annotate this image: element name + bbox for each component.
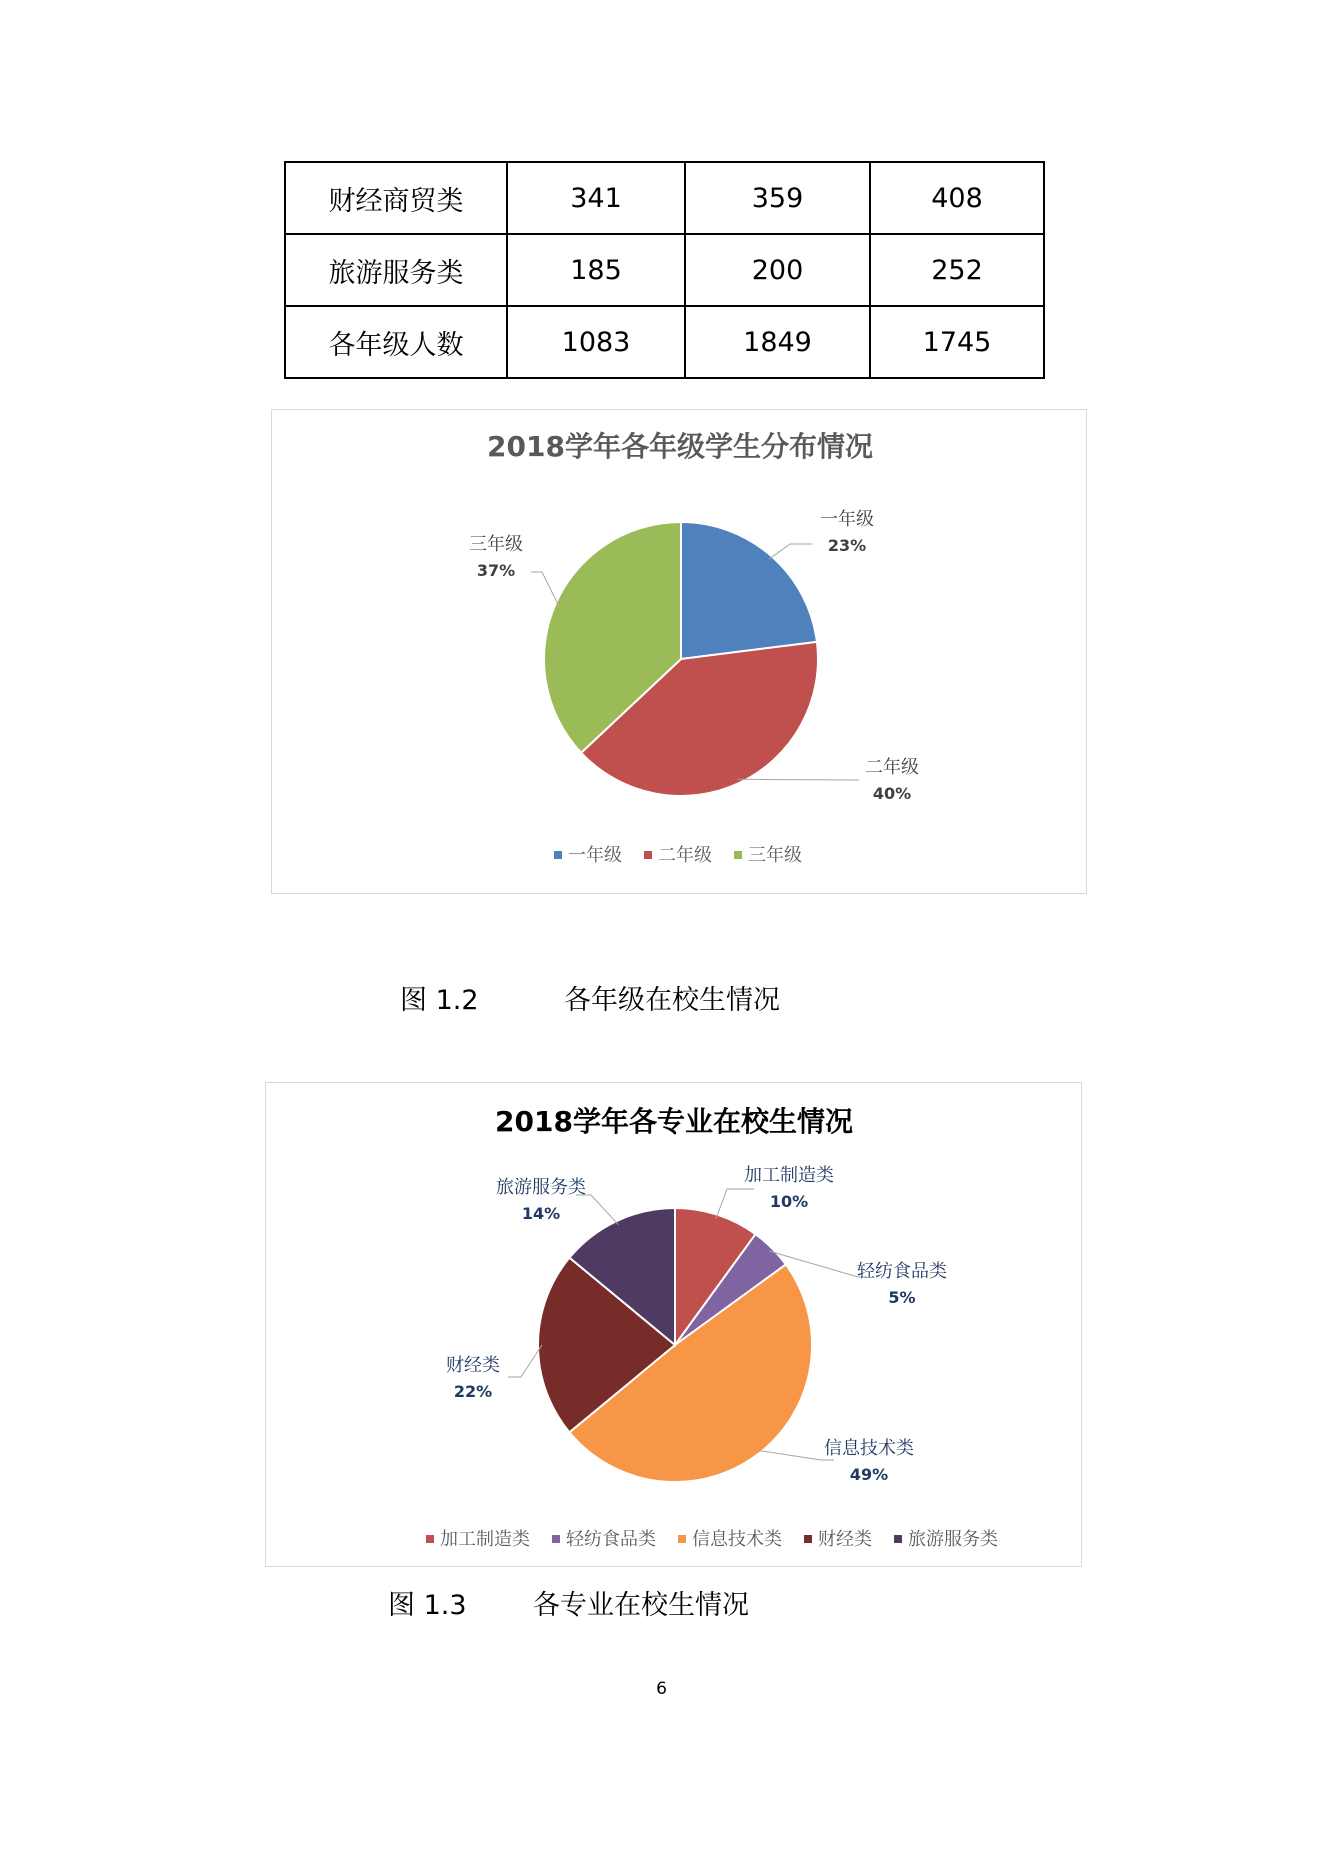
data-label-percent: 22% bbox=[453, 1382, 493, 1401]
leader-line bbox=[757, 1450, 835, 1460]
data-label-category: 信息技术类 bbox=[824, 1438, 914, 1459]
legend-label: 二年级 bbox=[658, 845, 712, 866]
chart-title: 2018学年各专业在校生情况 bbox=[495, 1105, 853, 1138]
table-cell: 1745 bbox=[870, 306, 1044, 378]
table-cell: 各年级人数 bbox=[285, 306, 507, 378]
table-cell: 财经商贸类 bbox=[285, 162, 507, 234]
enrollment-table bbox=[284, 161, 1045, 379]
table-cell: 1083 bbox=[507, 306, 685, 378]
legend-swatch bbox=[554, 851, 562, 859]
table-cell: 1849 bbox=[685, 306, 870, 378]
table-row bbox=[285, 306, 1044, 378]
table-cell: 341 bbox=[507, 162, 685, 234]
pie-slice bbox=[681, 522, 817, 659]
table-row bbox=[285, 234, 1044, 306]
chart-title: 2018学年各年级学生分布情况 bbox=[487, 430, 873, 463]
legend-swatch bbox=[678, 1535, 686, 1543]
major-pie-svg bbox=[266, 1083, 1083, 1568]
data-label-percent: 14% bbox=[521, 1204, 561, 1223]
data-label-category: 一年级 bbox=[820, 509, 874, 530]
leader-line bbox=[716, 1189, 754, 1219]
table-cell: 252 bbox=[870, 234, 1044, 306]
legend-label: 一年级 bbox=[568, 845, 622, 866]
table-cell: 408 bbox=[870, 162, 1044, 234]
legend-label: 三年级 bbox=[748, 845, 802, 866]
data-label-percent: 40% bbox=[872, 784, 912, 803]
legend-label: 轻纺食品类 bbox=[566, 1529, 656, 1550]
leader-line bbox=[508, 1345, 542, 1377]
leader-line bbox=[576, 1195, 618, 1225]
table-cell: 200 bbox=[685, 234, 870, 306]
leader-line bbox=[738, 779, 859, 780]
data-label-category: 轻纺食品类 bbox=[857, 1261, 947, 1282]
legend-swatch bbox=[804, 1535, 812, 1543]
table-cell: 359 bbox=[685, 162, 870, 234]
grade-pie-svg bbox=[272, 410, 1088, 895]
major-distribution-chart bbox=[265, 1082, 1082, 1567]
data-label-category: 二年级 bbox=[865, 757, 919, 778]
grade-distribution-chart bbox=[271, 409, 1087, 894]
legend-label: 加工制造类 bbox=[440, 1529, 530, 1550]
table-row bbox=[285, 162, 1044, 234]
data-label-category: 三年级 bbox=[469, 534, 523, 555]
data-label-percent: 23% bbox=[827, 536, 867, 555]
figure-1-3-number: 图 1.3 bbox=[388, 1590, 467, 1621]
page-number: 6 bbox=[656, 1679, 667, 1699]
legend-swatch bbox=[734, 851, 742, 859]
table-cell: 旅游服务类 bbox=[285, 234, 507, 306]
data-label-percent: 5% bbox=[888, 1288, 916, 1307]
data-label-category: 财经类 bbox=[446, 1355, 500, 1376]
data-label-category: 加工制造类 bbox=[744, 1165, 834, 1186]
legend-swatch bbox=[644, 851, 652, 859]
data-label-percent: 37% bbox=[476, 561, 516, 580]
legend-label: 财经类 bbox=[818, 1529, 872, 1550]
table-cell: 185 bbox=[507, 234, 685, 306]
data-label-percent: 49% bbox=[849, 1465, 889, 1484]
figure-1-2-number: 图 1.2 bbox=[400, 985, 479, 1016]
legend-label: 信息技术类 bbox=[692, 1529, 782, 1550]
legend-swatch bbox=[426, 1535, 434, 1543]
figure-1-3-caption: 各专业在校生情况 bbox=[533, 1590, 749, 1621]
leader-line bbox=[769, 544, 812, 559]
legend-label: 旅游服务类 bbox=[908, 1529, 998, 1550]
data-label-percent: 10% bbox=[769, 1192, 809, 1211]
data-label-category: 旅游服务类 bbox=[496, 1177, 586, 1198]
figure-1-2-caption: 各年级在校生情况 bbox=[564, 985, 780, 1016]
legend-swatch bbox=[894, 1535, 902, 1543]
legend-swatch bbox=[552, 1535, 560, 1543]
leader-line bbox=[531, 572, 559, 606]
